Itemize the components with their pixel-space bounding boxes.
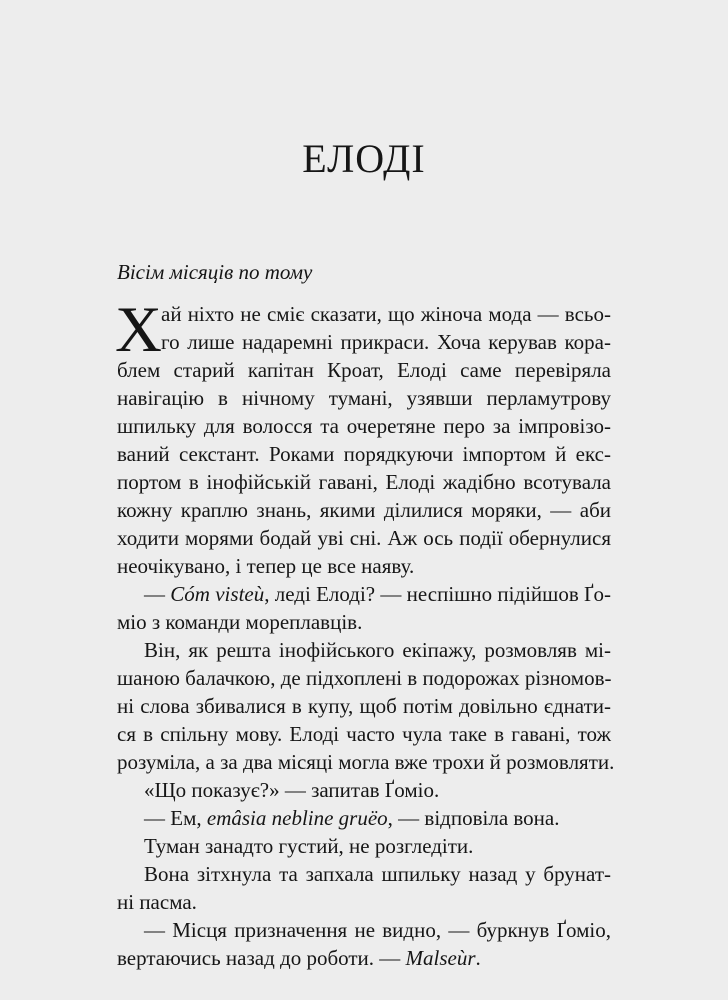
text-line xyxy=(144,832,611,860)
text-line xyxy=(117,384,611,412)
text-line xyxy=(117,356,611,384)
text-run: ай ніхто не сміє сказати, що жіноча мода — всьо- xyxy=(161,302,611,326)
text-line xyxy=(117,440,611,468)
text-run: розуміла, а за два місяці могла вже трохи й розмовляти. xyxy=(117,750,615,774)
text-run: ся в спільну мову. Елоді часто чула таке в гавані, тож xyxy=(117,722,611,746)
text-line xyxy=(117,468,611,496)
text-run: шпильку для волосся та очеретяне перо за імпровізо- xyxy=(117,414,611,438)
text-run: го лише надаремні прикраси. Хоча керував кора- xyxy=(161,330,611,354)
text-run: . xyxy=(475,946,481,970)
text-run: ваний секстант. Роками порядкуючи імпортом й екс- xyxy=(117,442,611,466)
text-run: ні пасма. xyxy=(117,890,197,914)
text-run: портом в інофійській гавані, Елоді жадібно всотувала xyxy=(117,470,611,494)
italic-text: Cóm visteù xyxy=(170,582,265,606)
text-run: Туман занадто густий, не розгледіти. xyxy=(144,834,474,858)
text-run: неочікувано, і тепер це все наяву. xyxy=(117,554,415,578)
text-run: , леді Елоді? — неспішно підійшов Ґо- xyxy=(264,582,611,606)
text-line xyxy=(117,748,615,776)
text-line xyxy=(117,692,611,720)
text-line xyxy=(144,860,611,888)
text-line xyxy=(144,636,611,664)
text-run: — Ем, xyxy=(144,806,207,830)
italic-text: emâsia nebline gruëo xyxy=(206,806,388,830)
text-run: міо з команди мореплавців. xyxy=(117,610,363,634)
text-run: вертаючись назад до роботи. — xyxy=(117,946,406,970)
text-run: — Місця призначення не видно, — буркнув Ґоміо, xyxy=(144,918,611,942)
text-run: блем старий капітан Кроат, Елоді саме перевіряла xyxy=(117,358,611,382)
text-line xyxy=(117,552,611,580)
text-line xyxy=(144,916,611,944)
text-line xyxy=(117,664,611,692)
text-line xyxy=(144,776,611,804)
text-line xyxy=(161,300,611,328)
text-run: , — відповіла вона. xyxy=(387,806,560,830)
text-run: ні слова збивалися в купу, щоб потім довільно єднати- xyxy=(117,694,611,718)
text-run: шаною балачкою, де підхоплені в подорожах різномов- xyxy=(117,666,612,690)
chapter-subtitle: Вісім місяців по тому xyxy=(117,260,313,284)
text-run: — xyxy=(144,582,171,606)
text-line xyxy=(144,580,611,608)
text-line xyxy=(117,720,611,748)
italic-text: Malseùr xyxy=(405,946,476,970)
text-line xyxy=(117,524,611,552)
text-line xyxy=(144,804,611,832)
text-run: кожну краплю знань, якими ділилися моряки, — аби xyxy=(117,498,611,522)
drop-cap: Х xyxy=(115,294,162,366)
text-line xyxy=(117,608,611,636)
text-line xyxy=(161,328,611,356)
text-run: «Що показує?» — запитав Ґоміо. xyxy=(144,778,440,802)
text-run: Вона зітхнула та запхала шпильку назад у брунат- xyxy=(144,862,611,886)
text-run: навігацію в нічному тумані, узявши перламутрову xyxy=(117,386,611,410)
text-line xyxy=(117,412,611,440)
chapter-title: ЕЛОДІ xyxy=(302,136,426,181)
text-run: Він, як решта інофійського екіпажу, розмовляв мі- xyxy=(144,638,611,662)
text-line xyxy=(117,496,611,524)
text-line xyxy=(117,944,611,972)
text-line xyxy=(117,888,611,916)
text-run: ходити морями бодай уві сні. Аж ось події обернулися xyxy=(117,526,611,550)
